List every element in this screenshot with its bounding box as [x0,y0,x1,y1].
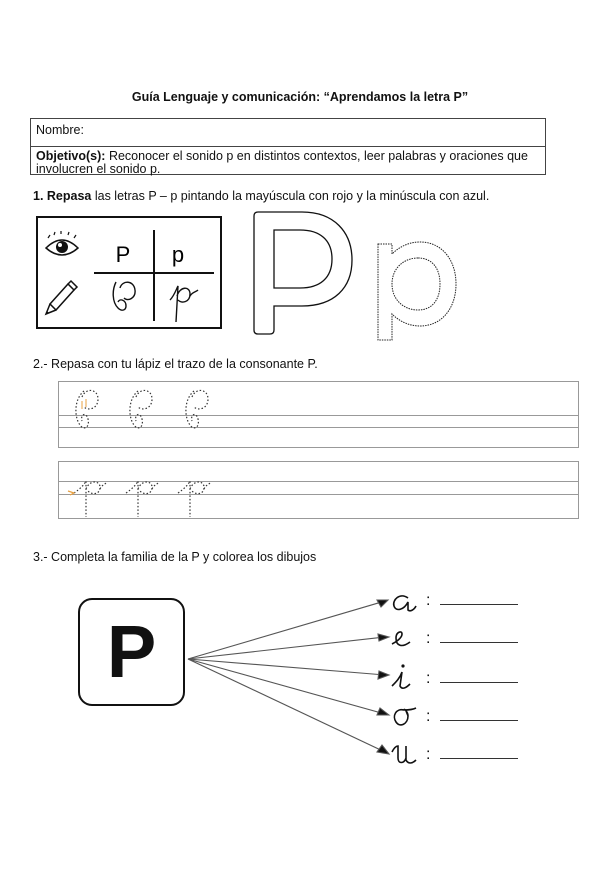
big-letter-p: P [106,610,157,693]
vowel-u-colon: : [426,746,431,763]
table-upper-letter: P [115,242,131,267]
cursive-vowel-o [390,702,430,732]
section-1-number: 1. Repasa [33,189,92,203]
cursive-vowel-u [390,740,430,770]
cursive-vowel-i [390,662,430,696]
answer-line-o[interactable] [440,720,518,721]
vowel-e-text [390,624,391,625]
cursive-vowel-a [390,588,430,618]
objective-text: Reconocer el sonido p en distintos contextos, leer palabras y oraciones que involucren el sonido p. [36,149,528,176]
objective-label: Objetivo(s): [36,149,106,163]
vowel-a-text [390,584,391,585]
page-title: Guía Lenguaje y comunicación: “Aprendamos la letra P” [131,90,469,104]
vowel-o-colon: : [426,708,431,725]
answer-line-a[interactable] [440,604,518,605]
section-2-instruction: 2.- Repasa con tu lápiz el trazo de la consonante P. [33,357,318,371]
answer-line-i[interactable] [440,682,518,683]
vowel-u-text [390,740,391,741]
vowel-e-colon: : [426,630,431,647]
vowel-a-colon: : [426,592,431,609]
vowel-list [390,584,530,774]
section-1-text: las letras P – p pintando la mayúscula con rojo y la minúscula con azul. [94,189,490,203]
name-label: Nombre: [36,123,84,137]
table-lower-letter: p [171,242,185,267]
answer-line-u[interactable] [440,758,518,759]
vowel-o-text [390,702,391,703]
answer-line-e[interactable] [440,642,518,643]
vowel-i-colon: : [426,670,431,687]
section-3-instruction: 3.- Completa la familia de la P y colorea los dibujos [33,550,317,564]
cursive-vowel-e [390,626,430,656]
